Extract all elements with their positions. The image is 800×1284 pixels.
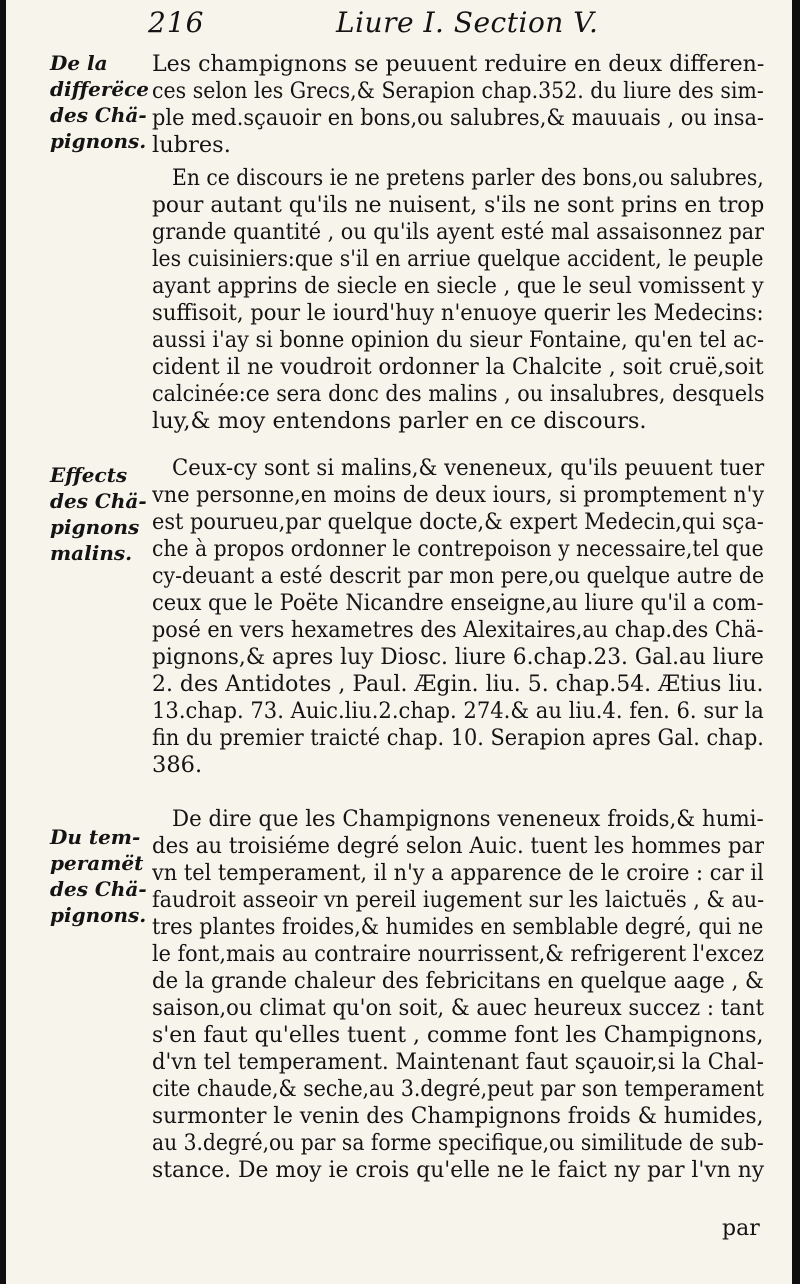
text-line: est pourueu,par quelque docte,& expert Medecin,qui sça- [152, 509, 764, 535]
text-line: Les champignons se peuuent reduire en deux differen- [152, 51, 765, 77]
text-line: les cuisiniers:que s'il en arriue quelque accident, le peuple [152, 246, 764, 272]
text-line: stance. De moy ie crois qu'elle ne le faict ny par l'vn ny [152, 1157, 765, 1183]
book-page [6, 0, 792, 1284]
text-line: pignons,& apres luy Diosc. liure 6.chap.23. Gal.au liure [152, 644, 764, 670]
text-line: tres plantes froides,& humides en semblable degré, qui ne [152, 914, 764, 940]
text-line: 2. des Antidotes , Paul. Ægin. liu. 5. chap.54. Ætius liu. [152, 671, 764, 697]
running-head: Liure I. Section V. [336, 6, 599, 39]
text-line: ceux que le Poëte Nicandre enseigne,au liure qu'il a com- [152, 590, 764, 616]
text-line: d'vn tel temperament. Maintenant faut sçauoir,si la Chal- [152, 1049, 764, 1075]
text-line: vne personne,en moins de deux iours, si promptement n'y [152, 482, 765, 508]
text-line: pour autant qu'ils ne nuisent, s'ils ne sont prins en trop [152, 192, 765, 218]
text-line: aussi i'ay si bonne opinion du sieur Fontaine, qu'en tel ac- [152, 327, 764, 353]
text-line: de la grande chaleur des febricitans en quelque aage , & [152, 968, 764, 994]
marginal-note-temperament: Du tem- peramët des Chä- pignons. [50, 825, 147, 927]
paragraph-first-line: En ce discours ie ne pretens parler des bons,ou salubres, [172, 165, 764, 191]
text-line: ple med.sçauoir en bons,ou salubres,& mauuais , ou insa- [152, 105, 764, 131]
text-line: cite chaude,& seche,au 3.degré,peut par son temperament [152, 1076, 764, 1102]
marginal-note-difference: De la differëce des Chä- pignons. [50, 51, 150, 153]
text-line: saison,ou climat qu'on soit, & auec heureux succez : tant [152, 995, 764, 1021]
text-line: au 3.degré,ou par sa forme specifique,ou similitude de sub- [152, 1130, 764, 1156]
text-line: cident il ne voudroit ordonner la Chalcite , soit cruë,soit [152, 354, 764, 380]
text-line: des au troisiéme degré selon Auic. tuent les hommes par [152, 833, 765, 859]
page-number: 216 [148, 6, 205, 39]
text-line: grande quantité , ou qu'ils ayent esté mal assaisonnez par [152, 219, 765, 245]
catchword: par [722, 1216, 760, 1241]
text-line: vn tel temperament, il n'y a apparence de le croire : car il [152, 860, 764, 886]
text-line: ces selon les Grecs,& Serapion chap.352. du liure des sim- [152, 78, 764, 104]
text-line: le font,mais au contraire nourrissent,& refrigerent l'excez [152, 941, 764, 967]
page-header [6, 6, 792, 46]
text-line: fin du premier traicté chap. 10. Serapion apres Gal. chap. [152, 725, 764, 751]
text-line: posé en vers hexametres des Alexitaires,au chap.des Chä- [152, 617, 764, 643]
text-line: ayant apprins de siecle en siecle , que le seul vomissent y [152, 273, 764, 299]
text-line: 386. [152, 752, 203, 778]
text-line: 13.chap. 73. Auic.liu.2.chap. 274.& au liu.4. fen. 6. sur la [152, 698, 764, 724]
text-line: che à propos ordonner le contrepoison y necessaire,tel que [152, 536, 764, 562]
text-line: luy,& moy entendons parler en ce discours. [152, 408, 647, 434]
text-line: suffisoit, pour le iourd'huy n'enuoye querir les Medecins: [152, 300, 764, 326]
text-line: lubres. [152, 132, 231, 158]
text-line: s'en faut qu'elles tuent , comme font les Champignons, [152, 1022, 764, 1048]
text-line: cy-deuant a esté descrit par mon pere,ou quelque autre de [152, 563, 764, 589]
paragraph-first-line: Ceux-cy sont si malins,& veneneux, qu'ils peuuent tuer [172, 455, 765, 481]
paragraph-first-line: De dire que les Champignons veneneux froids,& humi- [172, 806, 764, 832]
text-line: calcinée:ce sera donc des malins , ou insalubres, desquels [152, 381, 765, 407]
text-line: surmonter le venin des Champignons froids & humides, [152, 1103, 764, 1129]
text-line: faudroit asseoir vn pereil iugement sur les laictuës , & au- [152, 887, 764, 913]
marginal-note-effects: Effects des Chä- pignons malins. [50, 463, 147, 565]
